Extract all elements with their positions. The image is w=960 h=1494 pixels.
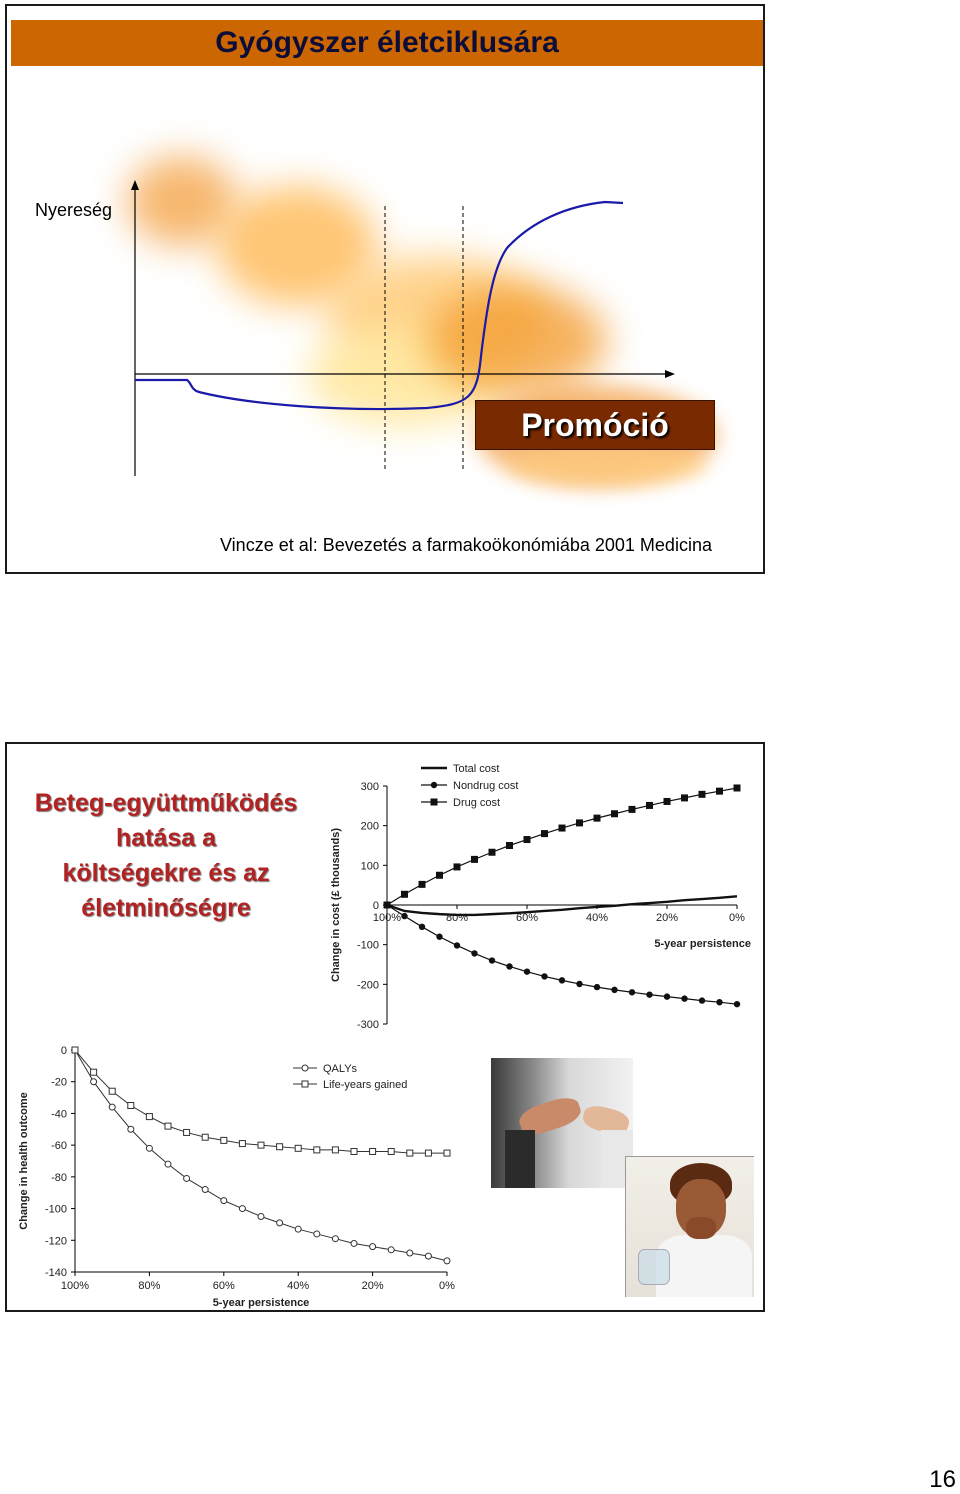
data-point (699, 997, 705, 1003)
series-line-1 (75, 1050, 447, 1153)
lifecycle-diagram (7, 6, 765, 574)
page-number: 16 (929, 1466, 956, 1493)
data-point (351, 1240, 357, 1246)
slide-title: Gyógyszer életciklusára (11, 20, 763, 66)
data-point (559, 825, 566, 832)
slide-heading (21, 786, 311, 926)
x-tick-label: 0% (439, 1280, 455, 1292)
woman-taking-pill-photo (625, 1156, 754, 1297)
data-point (611, 810, 618, 817)
data-point (332, 1236, 338, 1242)
y-tick-label: -120 (44, 1235, 67, 1248)
data-point (165, 1123, 171, 1129)
data-point (165, 1161, 171, 1167)
data-point (559, 977, 565, 983)
x-axis-label: 5-year persistence (654, 938, 751, 950)
y-tick-label: -20 (51, 1076, 67, 1089)
x-tick-label: 100% (60, 1280, 90, 1292)
data-point (611, 987, 617, 993)
y-tick-label: 0 (372, 900, 379, 912)
data-point (370, 1244, 376, 1250)
data-point (221, 1137, 227, 1143)
y-tick-label: -300 (356, 1019, 379, 1031)
data-point (351, 1148, 357, 1154)
x-tick-label: 20% (361, 1280, 384, 1292)
data-point (471, 856, 478, 863)
y-axis-label: Change in cost (£ thousands) (330, 827, 342, 983)
data-point (646, 991, 652, 997)
data-point (91, 1079, 97, 1085)
data-point (202, 1187, 208, 1193)
data-point (425, 1253, 431, 1259)
data-point (734, 784, 741, 791)
data-point (524, 968, 530, 974)
x-axis-label: 5-year persistence (212, 1297, 310, 1309)
data-point (646, 802, 653, 809)
data-point (541, 973, 547, 979)
data-point (681, 794, 688, 801)
data-point (295, 1145, 301, 1151)
data-point (388, 1247, 394, 1253)
data-point (425, 1150, 431, 1156)
y-tick-label: -80 (51, 1171, 67, 1184)
data-point (419, 881, 426, 888)
x-tick-label: 80% (138, 1280, 161, 1292)
x-tick-label: 20% (655, 912, 679, 924)
x-tick-label: 0% (729, 912, 745, 924)
data-point (109, 1088, 115, 1094)
x-tick-label: 60% (515, 912, 539, 924)
data-point (146, 1114, 152, 1120)
data-point (629, 989, 635, 995)
y-tick-label: -100 (44, 1203, 67, 1216)
data-point (401, 891, 408, 898)
promotion-callout: Promóció (475, 400, 715, 450)
data-point (370, 1148, 376, 1154)
data-point (716, 788, 723, 795)
series-line-2 (387, 788, 737, 905)
heading-line-3: költségekre és az (62, 859, 270, 887)
data-point (146, 1145, 152, 1151)
slide-compliance (5, 742, 765, 1312)
citation: Vincze et al: Bevezetés a farmakoökonómiába 2001 Medicina (220, 535, 712, 555)
data-point (258, 1214, 264, 1220)
health-outcome-chart (11, 1036, 471, 1311)
y-tick-label: -140 (44, 1267, 67, 1279)
data-point (471, 950, 477, 956)
legend-marker (431, 782, 437, 788)
data-point (444, 1150, 450, 1156)
data-point (594, 984, 600, 990)
data-point (699, 791, 706, 798)
x-tick-label: 60% (212, 1280, 235, 1292)
data-point (277, 1144, 283, 1150)
legend-label: Nondrug cost (453, 780, 519, 792)
y-tick-label: 200 (360, 820, 379, 833)
y-tick-label: 100 (360, 860, 379, 873)
data-point (506, 842, 513, 849)
y-tick-label: -100 (356, 939, 379, 952)
horizontal-axis-arrow (665, 370, 675, 378)
data-point (454, 863, 461, 870)
data-point (489, 957, 495, 963)
x-tick-label: 80% (445, 912, 469, 924)
slide-lifecycle (5, 4, 765, 574)
x-tick-label: 40% (585, 912, 609, 924)
y-tick-label: 0 (60, 1045, 67, 1057)
data-point (541, 830, 548, 837)
data-point (401, 913, 407, 919)
legend-marker (302, 1065, 308, 1071)
data-point (72, 1047, 78, 1053)
heading-line-2: hatása a (115, 824, 217, 852)
data-point (506, 963, 512, 969)
data-point (407, 1250, 413, 1256)
data-point (202, 1134, 208, 1140)
series-line-0 (387, 896, 737, 915)
data-point (332, 1147, 338, 1153)
data-point (91, 1069, 97, 1075)
data-point (407, 1150, 413, 1156)
y-tick-label: -200 (356, 979, 379, 992)
data-point (295, 1226, 301, 1232)
data-point (184, 1175, 190, 1181)
data-point (221, 1198, 227, 1204)
y-tick-label: -60 (51, 1140, 67, 1153)
legend-label: Life-years gained (323, 1079, 408, 1091)
heading-line-1: Beteg-együttműködés (34, 789, 298, 817)
data-point (716, 999, 722, 1005)
legend-marker (431, 799, 438, 806)
data-point (664, 798, 671, 805)
data-point (277, 1220, 283, 1226)
handshake-photo (491, 1058, 633, 1188)
y-tick-label: -40 (51, 1108, 67, 1121)
data-point (436, 934, 442, 940)
data-point (629, 806, 636, 813)
data-point (524, 836, 531, 843)
legend-label: QALYs (323, 1063, 358, 1075)
data-point (594, 815, 601, 822)
data-point (576, 981, 582, 987)
profit-curve (135, 202, 623, 409)
data-point (454, 942, 460, 948)
x-tick-label: 100% (372, 912, 402, 924)
vertical-axis-arrow (131, 180, 139, 190)
data-point (681, 995, 687, 1001)
data-point (444, 1258, 450, 1264)
data-point (664, 993, 670, 999)
data-point (184, 1129, 190, 1135)
data-point (576, 819, 583, 826)
series-line-1 (387, 905, 737, 1004)
heading-line-4: életminőségre (81, 894, 251, 922)
data-point (734, 1001, 740, 1007)
data-point (388, 1148, 394, 1154)
legend-label: Drug cost (453, 797, 501, 809)
x-tick-label: 40% (287, 1280, 310, 1292)
data-point (239, 1206, 245, 1212)
data-point (128, 1103, 134, 1109)
legend-marker (302, 1081, 308, 1087)
y-axis-label: Change in health outcome (18, 1092, 30, 1230)
data-point (489, 849, 496, 856)
data-point (109, 1104, 115, 1110)
data-point (436, 872, 443, 879)
data-point (314, 1147, 320, 1153)
y-tick-label: 300 (360, 781, 379, 793)
data-point (128, 1126, 134, 1132)
data-point (314, 1231, 320, 1237)
legend-label: Total cost (453, 763, 500, 775)
data-point (258, 1142, 264, 1148)
profit-axis-label: Nyereség (35, 200, 113, 220)
cost-chart (321, 754, 761, 1044)
data-point (384, 902, 391, 909)
data-point (419, 924, 425, 930)
data-point (239, 1141, 245, 1147)
